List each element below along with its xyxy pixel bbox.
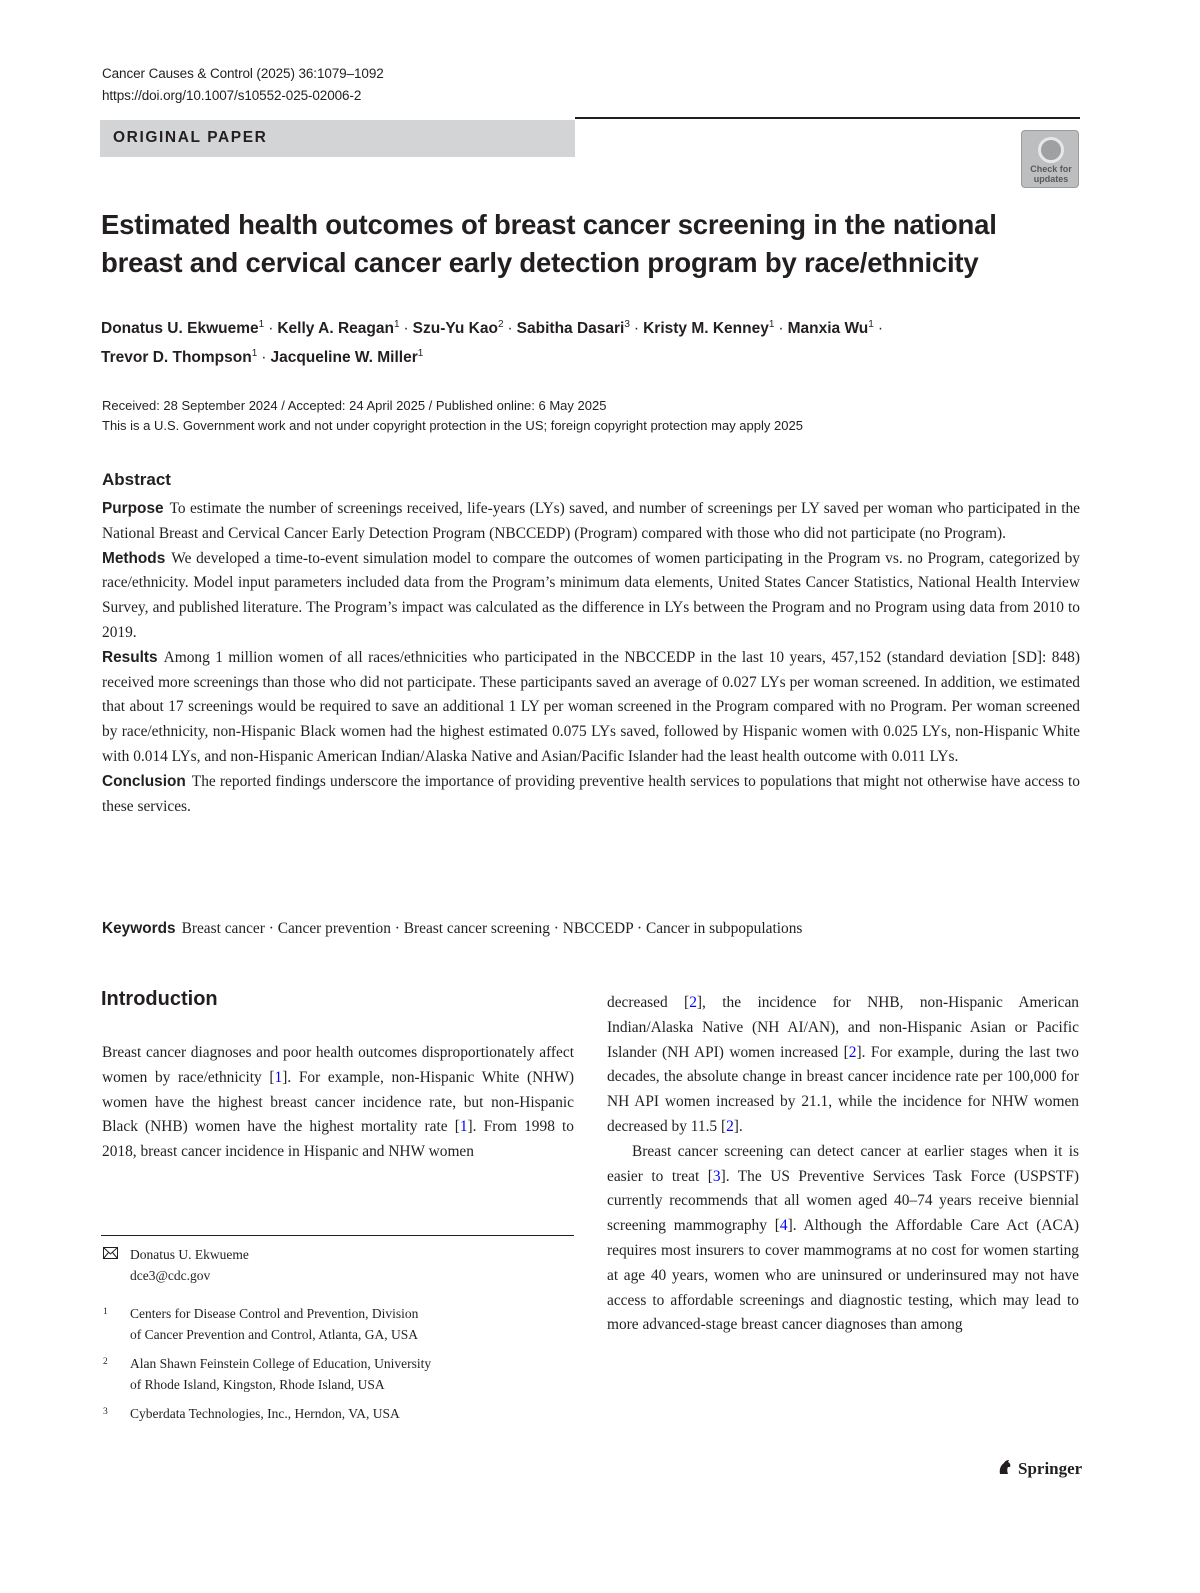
author[interactable]: Trevor D. Thompson$^1$ [101, 348, 258, 367]
intro-paragraph: Breast cancer screening can detect cancer at earlier stages when it is easier to treat [3]. The US Preventive Services Task Force (USPSTF) currently recommends that all women aged 40–74 years receive biennial screening mammography [4]. Although the Affordable Care Act (ACA) requires most insurers to cover mammograms at no cost for women starting at age 40 years, women who are uninsured or underinsured may not have access to affordable screenings and diagnostic testing, which may lead to more advanced-stage breast cancer diagnoses than among [607, 1142, 1079, 1334]
citation-link[interactable]: 1 [459, 1118, 468, 1136]
footnote-rule [101, 1235, 574, 1236]
abstract-methods: Methods We developed a time-to-event simulation model to compare the outcomes of women participating in the Program vs. no Program, categorized by race/ethnicity. Model input parameters included data from the Program’s minimum data elements, United States Cancer Statistics, National Health Interview Survey, and published literature. The Program’s impact was calculated as the difference in LYs between the Program and no Program using data from 2010 to 2019. [102, 549, 1080, 641]
citation-link[interactable]: 1 [274, 1068, 283, 1086]
badge-label: Check for updates [1030, 164, 1072, 184]
abstract-body [102, 497, 1080, 819]
citation-link[interactable]: 4 [779, 1217, 788, 1235]
publisher-name: Springer [1018, 1459, 1083, 1478]
intro-paragraph: decreased [2], the incidence for NHB, non-Hispanic American Indian/Alaska Native (NH AI/AN), and non-Hispanic Asian or Pacific Islander (NH API) women increased [2]. For example, during the last two decades, the absolute change in breast cancer incidence rate per 100,000 for NH API women increased by 21.1, while the incidence for NHW women decreased by 11.5 [2]. [607, 994, 1080, 1135]
corr-email[interactable]: dce3@cdc.gov [130, 1268, 211, 1283]
intro-paragraph: Breast cancer diagnoses and poor health outcomes disproportionately affect women by race/ethnicity [1]. For example, non-Hispanic White (NHW) women have the highest breast cancer incidence rate, but non-Hispanic Black (NHB) women have the highest mortality rate [1]. From 1998 to 2018, breast cancer incidence in Hispanic and NHW women [102, 1044, 574, 1161]
doi-link[interactable]: https://doi.org/10.1007/s10552-025-02006-2 [102, 88, 362, 103]
affiliation-number: 2 [103, 1357, 108, 1367]
springer-horse-icon [996, 1458, 1014, 1476]
author[interactable]: Szu-Yu Kao$^2$ [412, 319, 504, 338]
keywords: Keywords Breast cancer · Cancer prevention · Breast cancer screening · NBCCEDP · Cancer in subpopulations [102, 920, 803, 937]
envelope-icon [103, 1246, 118, 1262]
abstract-conclusion: Conclusion The reported findings underscore the importance of providing preventive health services to populations that might not otherwise have access to these services. [102, 772, 1080, 815]
abstract-results: Results Among 1 million women of all races/ethnicities who participated in the NBCCEDP in the last 10 years, 457,152 (standard deviation [SD]: 848) received more screenings than those who did not participate. These participants saved an average of 0.027 LYs per woman screened. In addition, we estimated that about 17 screenings would be required to save an additional 1 LY per woman screened in the Program compared with no Program. Per woman screened by race/ethnicity, non-Hispanic Black women had the highest estimated 0.075 LYs saved, followed by Hispanic women with 0.025 LYs, non-Hispanic White with 0.014 LYs, and non-Hispanic American Indian/Alaska Native and Asian/Pacific Islander had the least health outcome with 0.011 LYs. [102, 648, 1080, 765]
intro-left-column [102, 1041, 574, 1165]
author[interactable]: Manxia Wu$^1$ [787, 319, 874, 338]
author[interactable]: Jacqueline W. Miller$^1$ [270, 348, 424, 367]
affiliation: Alan Shawn Feinstein College of Education, University of Rhode Island, Kingston, Rhode Island, USA [130, 1356, 432, 1392]
author[interactable]: Sabitha Dasari$^3$ [516, 319, 630, 338]
corr-name: Donatus U. Ekwueme [130, 1247, 249, 1262]
copyright-note: This is a U.S. Government work and not under copyright protection in the US; foreign copyright protection may apply 2025 [102, 418, 803, 433]
history-dates: Received: 28 September 2024 / Accepted: 24 April 2025 / Published online: 6 May 2025 [102, 398, 607, 413]
title-line-1: Estimated health outcomes of breast cancer screening in the national [101, 209, 997, 240]
author[interactable]: Kelly A. Reagan$^1$ [277, 319, 400, 338]
abstract-heading: Abstract [102, 470, 171, 489]
journal-citation: Cancer Causes & Control (2025) 36:1079–1092 [102, 66, 384, 81]
citation-link[interactable]: 2 [726, 1117, 734, 1135]
citation-link[interactable]: 2 [848, 1043, 857, 1061]
affiliation: Cyberdata Technologies, Inc., Herndon, VA, USA [130, 1406, 400, 1421]
article-dates [102, 396, 803, 436]
section-label: ORIGINAL PAPER [113, 129, 268, 146]
publisher-logo [996, 1458, 1082, 1479]
abstract-purpose: Purpose To estimate the number of screenings received, life-years (LYs) saved, and number of screenings per LY saved per woman who participated in the National Breast and Cervical Cancer Early Detection Program (NBCCEDP) (Program) compared with those who did not participate (no Program). [102, 500, 1080, 542]
citation-link[interactable]: 2 [689, 994, 697, 1011]
affiliation-number: 1 [103, 1307, 108, 1317]
author[interactable]: Donatus U. Ekwueme$^1$ [101, 319, 265, 338]
header-rule [575, 117, 1080, 119]
citation-link[interactable]: 3 [712, 1167, 721, 1185]
intro-right-column [607, 991, 1079, 1338]
introduction-heading: Introduction [101, 988, 218, 1010]
bookmark-icon [1038, 137, 1064, 163]
author-list: Donatus U. Ekwueme$^1$ · Kelly A. Reagan$^1$ · Szu-Yu Kao$^2$ · Sabitha Dasari$^3$ · Kristy M. Kenney$^1$ · Manxia $Wu^1$ · Trevor D. Thompson$^1$ · Jacqueline W. Miller$^1$ [101, 319, 883, 367]
check-for-updates-badge[interactable] [1021, 130, 1079, 188]
affiliation-number: 3 [103, 1407, 108, 1417]
corresponding-author [130, 1244, 249, 1286]
article-title [101, 206, 1041, 282]
title-line-2: breast and cervical cancer early detection program by race/ethnicity [101, 247, 979, 278]
affiliation: Centers for Disease Control and Prevention, Division of Cancer Prevention and Control, Atlanta, GA, USA [130, 1306, 419, 1342]
author[interactable]: Kristy M. Kenney$^1$ [643, 319, 775, 338]
